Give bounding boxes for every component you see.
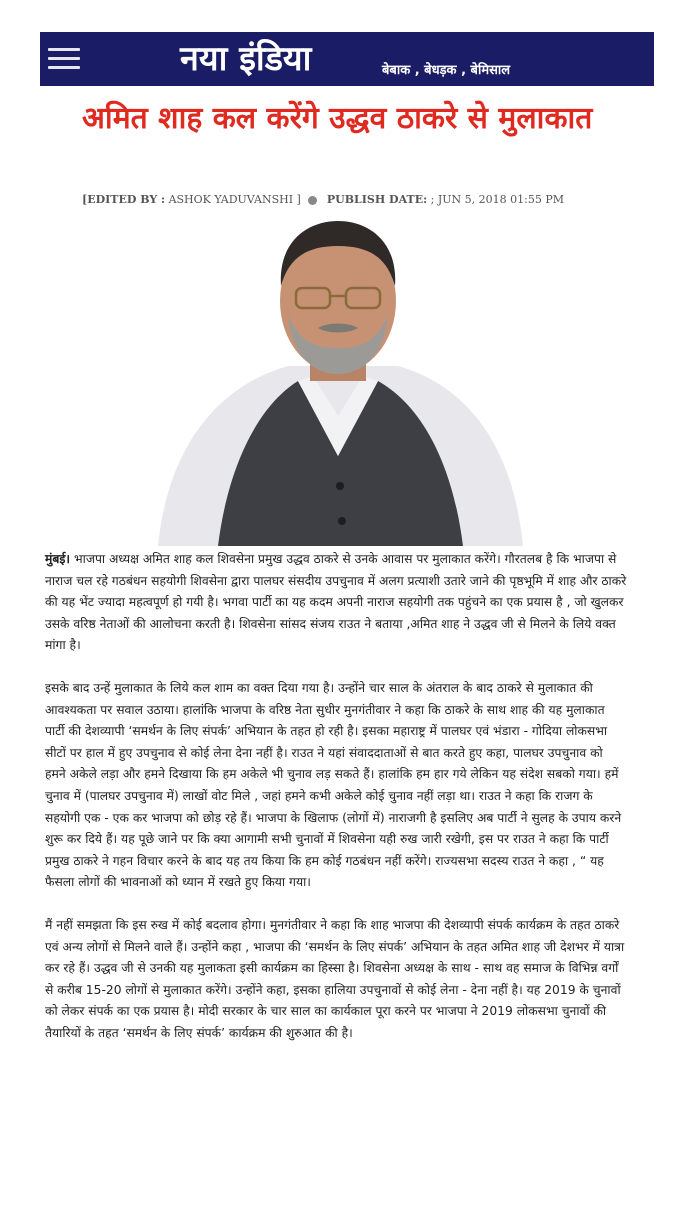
hamburger-menu-icon[interactable] bbox=[48, 48, 80, 72]
article-title: अमित शाह कल करेंगे उद्धव ठाकरे से मुलाकात bbox=[82, 101, 593, 136]
editor-name: ASHOK YADUVANSHI ] bbox=[168, 193, 301, 206]
edited-by-label: [EDITED BY : bbox=[82, 193, 166, 206]
publish-date-label: PUBLISH DATE: bbox=[326, 193, 428, 206]
article-photo bbox=[148, 216, 528, 546]
article-paragraph: मैं नहीं समझता कि इस रुख में कोई बदलाव होगा। मुनगंतीवार ने कहा कि शाह भाजपा की देशव्यापी संपर्क कार्यक्रम के तहत ठाकरे एवं अन्य लोगों से मिलने वाले हैं। उन्होंने कहा , भाजपा की ‘समर्थन के लिए संपर्क’ अभियान के तहत अमित शाह जी देशभर में यात्रा कर रहे हैं। उद्धव जी से उनकी यह मुलाकता इसी कार्यक्रम का हिस्सा है। शिवसेना अध्यक्ष के साथ - साथ वह समाज के विभिन्न वर्गों से करीब 15-20 लोगों से मुलाकात करेंगे। उन्होंने कहा, इसका हालिया उपचुनावों से कोई लेना - देना नहीं है। यह 2019 के चुनावों को लेकर संपर्क का एक प्रयास है। मोदी सरकार के चार साल का कार्यकाल पूरा करने पर भाजपा ने 2019 लोकसभा चुनावों की तैयारियों के तहत ‘समर्थन के लिए संपर्क’ कार्यक्रम की शुरुआत की है। bbox=[45, 917, 625, 1040]
dateline: मुंबई। bbox=[45, 552, 71, 566]
article-paragraph: मुंबई। भाजपा अध्यक्ष अमित शाह कल शिवसेना प्रमुख उद्धव ठाकरे से उनके आवास पर मुलाकात करेंगे। गौरतलब है कि भाजपा से नाराज चल रहे गठबंधन सहयोगी शिवसेना द्वारा पालघर संसदीय उपचुनाव में अलग प्रत्याशी उतारे जाने की पृष्ठभूमि में शाह और ठाकरे की यह भेंट ज्यादा महत्वपूर्ण हो गयी है। भगवा पार्टी का यह कदम अपनी नाराज सहयोगी तक पहुंचने का एक प्रयास है , जो खुलकर उसके वरिष्ठ नेताओं की आलोचना करती है। शिवसेना सांसद संजय राउत ने बताया ,अमित शाह ने उद्धव जी से मिलने के लिये वक्त मांगा है। bbox=[45, 552, 627, 653]
article-meta bbox=[82, 193, 564, 206]
publish-date: ; JUN 5, 2018 01:55 PM bbox=[430, 193, 565, 206]
site-header bbox=[40, 32, 654, 86]
site-logo[interactable]: नया इंडिया bbox=[180, 39, 312, 79]
separator-dot-icon bbox=[308, 196, 317, 205]
site-tagline: बेबाक , बेधड़क , बेमिसाल bbox=[382, 63, 511, 78]
article-paragraph: इसके बाद उन्हें मुलाकात के लिये कल शाम का वक्त दिया गया है। उन्होंने चार साल के अंतराल के बाद ठाकरे से मुलाकात की आवश्यकता पर सवाल उठाया। हालांकि भाजपा के वरिष्ठ नेता सुधीर मुनगंतीवार ने कहा कि ठाकरे के साथ शाह की यह मुलाकात पार्टी की देशव्यापी ‘समर्थन के लिए संपर्क’ अभियान के तहत हो रही है। इसका महाराष्ट्र में पालघर एवं भंडारा - गोदिया लोकसभा सीटों पर हाल में हुए उपचुनाव से कोई लेना देना नहीं है। राउत ने यहां संवाददाताओं से बात करते हुए कहा, पालघर उपचुनाव को हमने अकेले लड़ा और हमने दिखाया कि हम अकेले भी चुनाव लड़ सकते हैं। हालांकि हम हार गये लेकिन यह संदेश सबको गया। हमें चुनाव में (पालघर उपचुनाव में) लाखों वोट मिले , जहां हमने कभी अकेले कोई चुनाव नहीं लड़ा था। राउत ने कहा कि राजग के सहयोगी एक - एक कर भाजपा को छोड़ रहे हैं। भाजपा के खिलाफ (लोगों में) नाराजगी है इसलिए अब पार्टी ने सुलह के उपाय करने शुरू कर दिये हैं। यह पूछे जाने पर कि क्या आगामी सभी चुनावों में शिवसेना यही रुख जारी रखेगी, इस पर राउत ने कहा कि पार्टी प्रमुख ठाकरे ने गहन विचार करने के बाद यह तय किया कि हम कोई गठबंधन नहीं करेंगे। राज्यसभा सदस्य राउत ने कहा , “ यह फैसला लोगों की भावनाओं को ध्यान में रखते हुए किया गया। bbox=[45, 680, 622, 890]
article-body bbox=[45, 549, 627, 1065]
